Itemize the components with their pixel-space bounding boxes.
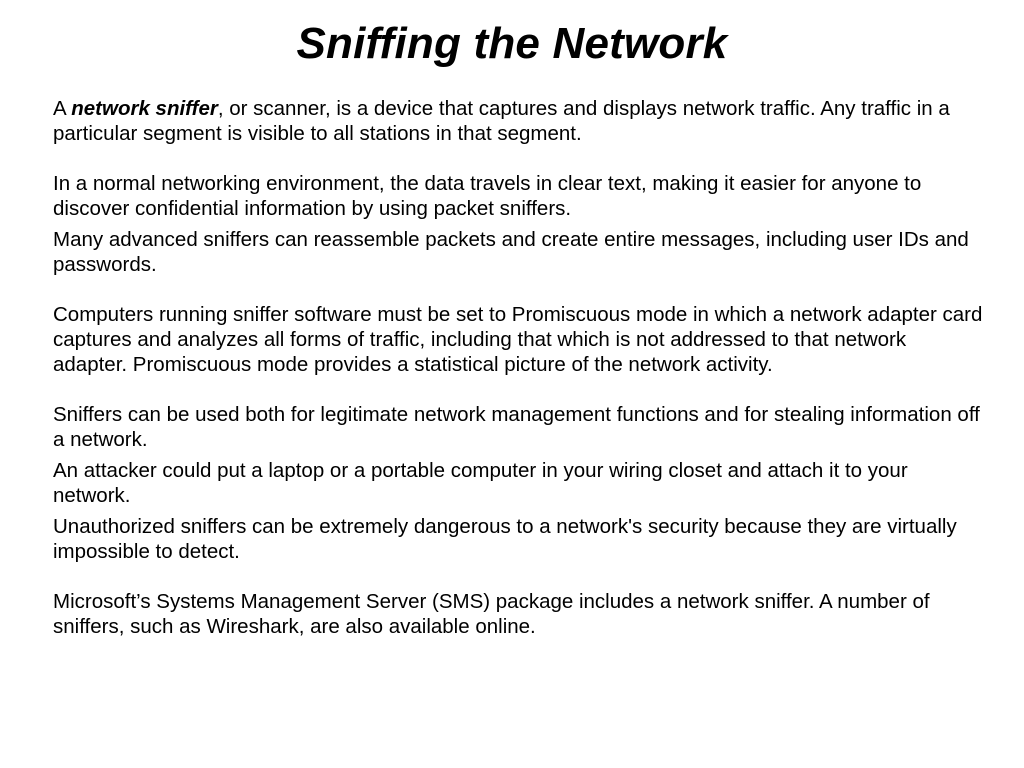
paragraph-promiscuous-mode: Computers running sniffer software must be set to Promiscuous mode in which a network adapter card captures and analyzes all forms of traffic, including that which is not addressed to that network adapter. Promiscuous mode provides a statistical picture of the network activity. [53, 303, 983, 376]
paragraph-attacker-laptop: An attacker could put a laptop or a portable computer in your wiring closet and attach it to your network. [53, 459, 908, 507]
paragraph-rest: , or scanner, is a device that captures and displays network traffic. Any traffic in a particular segment is visible to all stations in that segment. [53, 97, 950, 145]
paragraph-network-sniffer-definition [53, 96, 983, 146]
paragraph-advanced-sniffers: Many advanced sniffers can reassemble packets and create entire messages, including user IDs and passwords. [53, 228, 969, 276]
paragraph-clear-text: In a normal networking environment, the data travels in clear text, making it easier for anyone to discover confidential information by using packet sniffers. [53, 172, 922, 220]
paragraph-prefix: A [53, 97, 72, 120]
paragraph-legitimate-uses: Sniffers can be used both for legitimate network management functions and for stealing information off a network. [53, 403, 980, 451]
emphasis-term: network sniffer [71, 97, 218, 120]
slide-body [53, 96, 983, 639]
paragraph-unauthorized-sniffers: Unauthorized sniffers can be extremely dangerous to a network's security because they are virtually impossible to detect. [53, 515, 957, 563]
paragraph-sms-wireshark: Microsoft’s Systems Management Server (SMS) package includes a network sniffer. A number of sniffers, such as Wireshark, are also available online. [53, 590, 930, 638]
slide-title: Sniffing the Network [296, 19, 728, 68]
